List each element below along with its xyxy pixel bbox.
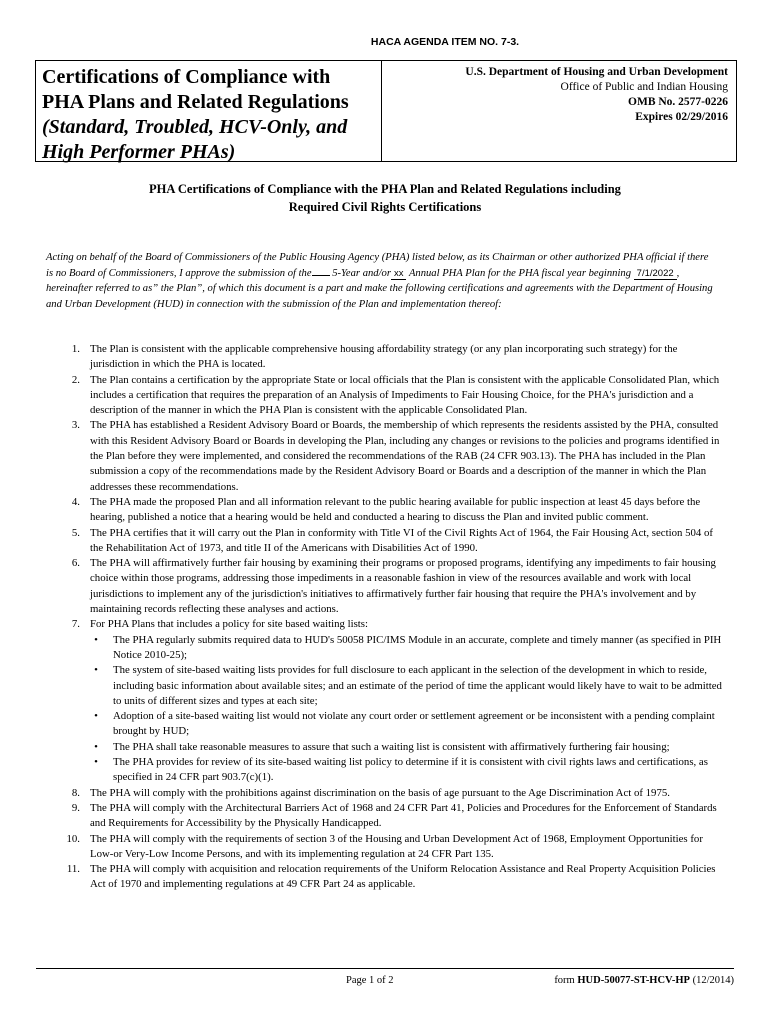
- five-year-blank: [312, 275, 330, 276]
- heading-line-1: PHA Certifications of Compliance with the PHA Plan and Related Regulations including: [149, 182, 621, 196]
- item-text: The Plan contains a certification by the appropriate State or local officials that the Plan is consistent with the applicable Consolidated Plan, which includes a certification that requires the preparation of an Analysis of Impediments to Fair Housing Choice, for the PHA's jurisdiction and a description of the manner in which the PHA Plan is consistent with the applicable Consolidated Plan.: [90, 373, 720, 417]
- bullet-item: [90, 755, 726, 786]
- bullet-text: The PHA regularly submits required data to HUD's 50058 PIC/IMS Module in an accurate, complete and timely manner (as specified in PIH Notice 2010-25);: [113, 633, 722, 661]
- item-number: 10.: [66, 832, 80, 845]
- item-number: 4.: [71, 495, 80, 508]
- item-text: The PHA has established a Resident Advisory Board or Boards, the membership of which represents the residents assisted by the PHA, consulted with this Resident Advisory Board or Boards in developing the Plan, including any changes or revisions to the policies and programs identified in the Plan before they were implemented, and considered the recommendations of the RAB (24 CFR 903.13). The PHA has included in the Plan submission a copy of the recommendations made by the Resident Advisory Board or Boards and a description of the manner in which the Plan addresses these recommendations.: [90, 419, 720, 493]
- item-text: The PHA will comply with the prohibitions against discrimination on the basis of age pursuant to the Age Discrimination Act of 1975.: [90, 786, 670, 799]
- list-item: [46, 832, 726, 863]
- item-text: The PHA will comply with the requirements of section 3 of the Housing and Urban Development Act of 1968, Employment Opportunities for Low-or Very-Low Income Persons, and with its implementing regulation at 24 CFR Part 135.: [90, 832, 703, 860]
- item-number: 3.: [71, 419, 80, 432]
- list-item: [46, 786, 726, 801]
- office-name: Office of Public and Indian Housing: [560, 81, 728, 93]
- site-waiting-list-bullets: [90, 633, 726, 786]
- title-line-3: (Standard, Troubled, HCV-Only, and: [42, 116, 348, 138]
- section-heading: [60, 180, 710, 216]
- bullet-item: [90, 709, 726, 740]
- bullet-icon: •: [94, 756, 98, 769]
- list-item: [46, 342, 726, 373]
- title-line-4: High Performer PHAs): [42, 141, 236, 163]
- bullet-icon: •: [94, 740, 98, 753]
- agency-info: [388, 65, 728, 125]
- omb-number: OMB No. 2577-0226: [628, 96, 728, 108]
- item-number: 6.: [71, 557, 80, 570]
- item-text: The PHA will comply with acquisition and relocation requirements of the Uniform Relocation Assistance and Real Property Acquisition Policies Act of 1970 and implementing regulations at 49 CFR Part 24 as applicable.: [90, 863, 716, 891]
- annual-plan-mark: xx: [391, 268, 407, 280]
- list-item: [46, 373, 726, 419]
- item-text: The PHA certifies that it will carry out the Plan in conformity with Title VI of the Civil Rights Act of 1964, the Fair Housing Act, section 504 of the Rehabilitation Act of 1973, and title II of the Americans with Disabilities Act of 1990.: [90, 526, 713, 554]
- item-text: The PHA will comply with the Architectural Barriers Act of 1968 and 24 CFR Part 41, Policies and Procedures for the Enforcement of Standards and Requirements for Accessibility by the Physically Handicapped.: [90, 801, 717, 830]
- intro-paragraph: [46, 250, 716, 312]
- item-text: The Plan is consistent with the applicable comprehensive housing affordability strategy (or any plan incorporating such strategy) for the jurisdiction in which the PHA is located.: [90, 343, 678, 371]
- agenda-label: HACA AGENDA ITEM NO. 7-3.: [370, 36, 520, 48]
- title-line-2: PHA Plans and Related Regulations: [42, 91, 349, 113]
- page-number: Page 1 of 2: [346, 975, 394, 986]
- heading-line-2: Required Civil Rights Certifications: [288, 200, 482, 214]
- bullet-text: The system of site-based waiting lists provides for full disclosure to each applicant in the selection of the development in which to reside, including basic information about available sites; and an estimate of the period of time the applicant would likely have to wait to be admitted to units of different sizes and types at each site;: [113, 664, 722, 707]
- bullet-icon: •: [94, 710, 98, 723]
- intro-text-1: Acting on behalf of the Board of Commissioners of the Public Housing Agency (PHA) listed below, as its Chairman or other authorized PHA official if there is no Board of Commissioners, I approve the submission of the: [46, 252, 709, 279]
- bullet-item: [90, 740, 726, 755]
- form-prefix: form: [554, 975, 575, 986]
- item-text: For PHA Plans that includes a policy for site based waiting lists:: [90, 618, 368, 631]
- list-item: [46, 862, 726, 893]
- item-number: 8.: [71, 786, 80, 799]
- item-text: The PHA will affirmatively further fair housing by examining their programs or proposed programs, identifying any impediments to fair housing choice within those programs, addressing those impediments in a reasonable fashion in view of the resources available and work with local jurisdictions to implement any of the jurisdiction's initiatives to affirmatively further fair housing that require the PHA's involvement and by maintaining records reflecting these analyses and actions.: [90, 557, 716, 616]
- certification-list: [46, 342, 726, 893]
- list-item: [46, 495, 726, 526]
- item-text: The PHA made the proposed Plan and all information relevant to the public hearing available for public inspection at least 45 days before the hearing, published a notice that a hearing would be held and conducted a hearing to discuss the Plan and invited public comment.: [90, 495, 701, 524]
- item-number: 1.: [71, 343, 80, 355]
- form-title: [36, 61, 382, 161]
- intro-text-2: 5-Year and/or: [332, 267, 391, 279]
- list-item: [46, 418, 726, 494]
- department-name: U.S. Department of Housing and Urban Development: [465, 66, 728, 78]
- form-number: [554, 975, 734, 986]
- bullet-item: [90, 633, 726, 664]
- item-number: 7.: [71, 618, 80, 631]
- bullet-icon: •: [94, 664, 98, 677]
- list-item: [46, 617, 726, 785]
- bullet-text: Adoption of a site-based waiting list would not violate any court order or settlement agreement or be inconsistent with a pending complaint brought by HUD;: [113, 710, 715, 738]
- fiscal-year-date: 7/1/2022: [634, 268, 677, 280]
- item-number: 5.: [71, 526, 80, 539]
- form-date: (12/2014): [692, 975, 734, 986]
- intro-text-4: , hereinafter referred to as” the Plan”, of which this document is a part and make the following certifications and agreements with the Department of Housing and Urban Development (HUD) in connection with the submission of the Plan and implementation thereof:: [46, 267, 713, 310]
- bullet-item: [90, 663, 726, 709]
- item-number: 2.: [71, 373, 80, 386]
- header-box: [35, 60, 737, 162]
- title-line-1: Certifications of Compliance with: [42, 66, 331, 88]
- item-number: 11.: [66, 863, 80, 876]
- list-item: [46, 556, 726, 617]
- intro-text-3: Annual PHA Plan for the PHA fiscal year beginning: [408, 267, 631, 279]
- footer-divider: [36, 968, 734, 969]
- list-item: [46, 526, 726, 557]
- form-id: HUD-50077-ST-HCV-HP: [577, 975, 690, 986]
- bullet-icon: •: [94, 633, 98, 646]
- item-number: 9.: [71, 801, 80, 814]
- expiration-date: Expires 02/29/2016: [635, 111, 728, 123]
- bullet-text: The PHA provides for review of its site-based waiting list policy to determine if it is consistent with civil rights laws and certifications, as specified in 24 CFR part 903.7(c)(1).: [113, 756, 708, 784]
- list-item: [46, 801, 726, 832]
- bullet-text: The PHA shall take reasonable measures to assure that such a waiting list is consistent with affirmatively furthering fair housing;: [113, 740, 670, 753]
